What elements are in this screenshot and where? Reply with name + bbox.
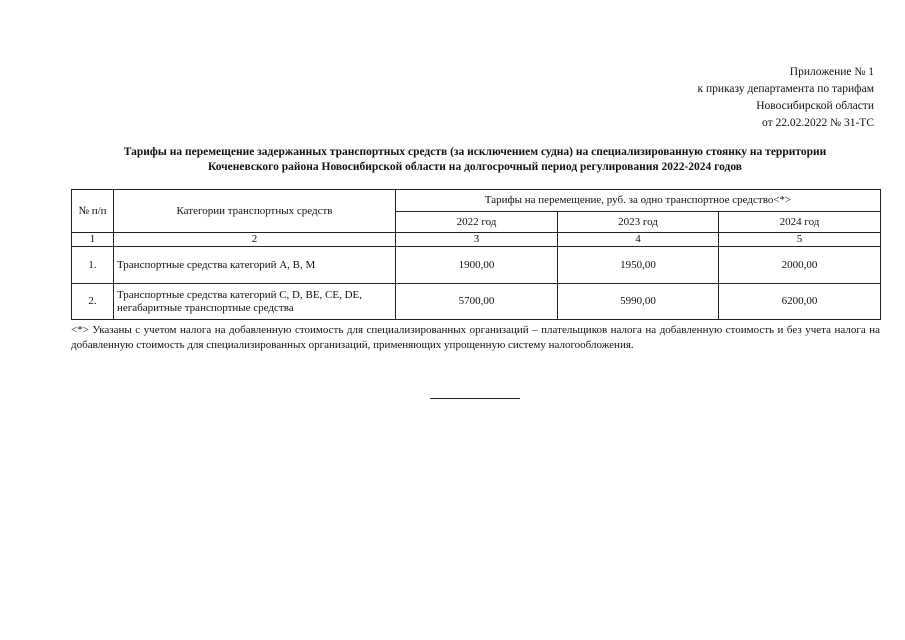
row-value: 2000,00 <box>719 247 881 284</box>
header-year: 2022 год <box>396 212 558 233</box>
header-year: 2024 год <box>719 212 881 233</box>
title-line: Тарифы на перемещение задержанных транспортных средств (за исключением судна) на специализированную стоянку на территории <box>123 146 827 158</box>
table-row <box>72 284 881 320</box>
header-num: № п/п <box>72 190 114 233</box>
header-category: Категории транспортных средств <box>114 190 396 233</box>
row-value: 1900,00 <box>396 247 558 284</box>
row-value: 6200,00 <box>719 284 881 320</box>
column-number: 5 <box>719 233 881 247</box>
table-header-row <box>72 190 881 212</box>
column-number: 3 <box>396 233 558 247</box>
row-num: 1. <box>72 247 114 284</box>
column-numbers-row <box>72 233 881 247</box>
footnote: <*> Указаны с учетом налога на добавленную стоимость для специализированных организаций – плательщиков налога на добавленную стоимость и без учета налога на добавленную стоимость для специализированных организаций, применяющих упрощенную систему налогообложения. <box>71 324 880 351</box>
appendix-line: Приложение № 1 <box>789 66 874 78</box>
header-year: 2023 год <box>558 212 719 233</box>
row-value: 1950,00 <box>558 247 719 284</box>
end-divider <box>430 398 520 399</box>
column-number: 4 <box>558 233 719 247</box>
appendix-line: Новосибирской области <box>756 100 874 112</box>
table-row <box>72 247 881 284</box>
row-value: 5990,00 <box>558 284 719 320</box>
appendix-line: к приказу департамента по тарифам <box>697 83 874 95</box>
title-line: Коченевского района Новосибирской области на долгосрочный период регулирования 2022-2024 годов <box>207 161 743 173</box>
tariffs-table <box>71 189 881 320</box>
column-number: 1 <box>72 233 114 247</box>
row-category: Транспортные средства категорий A, B, M <box>114 247 396 284</box>
row-value: 5700,00 <box>396 284 558 320</box>
row-category: Транспортные средства категорий C, D, BE, CE, DE, негабаритные транспортные средства <box>114 284 396 320</box>
appendix-line: от 22.02.2022 № 31-ТС <box>762 117 874 129</box>
row-num: 2. <box>72 284 114 320</box>
appendix-header <box>697 64 874 132</box>
document-title <box>70 145 880 175</box>
header-tariffs: Тарифы на перемещение, руб. за одно транспортное средство<*> <box>396 190 881 212</box>
column-number: 2 <box>114 233 396 247</box>
